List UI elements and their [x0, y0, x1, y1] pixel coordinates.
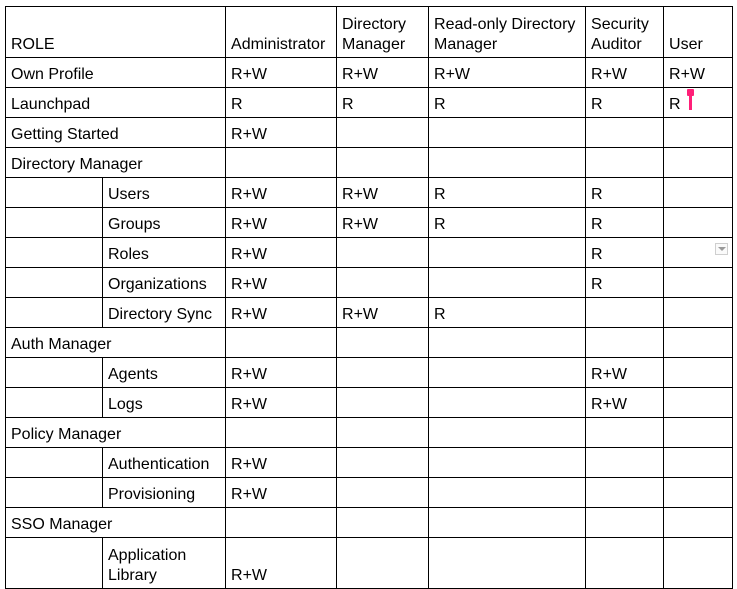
permission-cell[interactable]: R+W [226, 388, 337, 418]
permission-cell[interactable] [664, 148, 733, 178]
permission-cell[interactable]: R [429, 298, 586, 328]
permission-cell[interactable] [664, 388, 733, 418]
permission-cell[interactable] [586, 118, 664, 148]
permission-cell[interactable] [429, 148, 586, 178]
role-cell[interactable]: Directory Manager [6, 148, 226, 178]
permission-cell[interactable]: R+W [226, 358, 337, 388]
indent-cell[interactable] [6, 238, 103, 268]
permission-cell[interactable] [337, 148, 429, 178]
permission-cell[interactable] [586, 328, 664, 358]
permission-cell[interactable]: R+W [429, 58, 586, 88]
permission-cell[interactable]: R [337, 88, 429, 118]
permission-cell[interactable] [226, 148, 337, 178]
permission-cell[interactable] [337, 508, 429, 538]
permission-cell[interactable]: R+W [226, 448, 337, 478]
permission-cell[interactable] [226, 328, 337, 358]
permission-cell[interactable] [586, 148, 664, 178]
table-row [6, 268, 733, 298]
permission-cell[interactable]: R+W [586, 388, 664, 418]
permission-cell[interactable] [337, 448, 429, 478]
subrole-cell[interactable]: Roles [103, 238, 226, 268]
permission-cell[interactable]: R+W [226, 268, 337, 298]
header-directory-manager[interactable]: Directory Manager [337, 7, 429, 58]
permission-cell[interactable]: R [226, 88, 337, 118]
permission-cell[interactable] [664, 448, 733, 478]
permission-cell[interactable] [429, 358, 586, 388]
subrole-cell[interactable]: Logs [103, 388, 226, 418]
permission-cell[interactable]: R+W [226, 208, 337, 238]
permission-cell[interactable] [664, 418, 733, 448]
dropdown-arrow-icon[interactable] [715, 243, 728, 255]
permission-cell[interactable] [664, 298, 733, 328]
permission-cell[interactable] [429, 118, 586, 148]
permission-cell[interactable]: R+W [226, 58, 337, 88]
header-readonly-directory-manager[interactable]: Read-only Directory Manager [429, 7, 586, 58]
indent-cell[interactable] [6, 358, 103, 388]
permission-cell[interactable] [337, 118, 429, 148]
table-row [6, 208, 733, 238]
permission-cell[interactable]: R+W [337, 58, 429, 88]
permission-cell[interactable] [664, 538, 733, 589]
permission-cell[interactable] [429, 448, 586, 478]
permission-cell-active[interactable] [664, 88, 733, 118]
permission-cell[interactable]: R+W [226, 298, 337, 328]
table-row [6, 118, 733, 148]
indent-cell[interactable] [6, 478, 103, 508]
permission-cell[interactable] [664, 208, 733, 238]
table-row [6, 178, 733, 208]
permission-cell[interactable] [337, 538, 429, 589]
permission-cell[interactable] [664, 358, 733, 388]
permission-cell[interactable]: R+W [586, 358, 664, 388]
permission-cell[interactable] [337, 388, 429, 418]
permission-cell[interactable]: R+W [226, 238, 337, 268]
permission-cell[interactable] [664, 328, 733, 358]
role-cell[interactable]: Getting Started [6, 118, 226, 148]
permission-cell[interactable] [337, 328, 429, 358]
permission-cell[interactable] [429, 328, 586, 358]
permission-cell[interactable] [664, 478, 733, 508]
permission-cell[interactable]: R+W [226, 478, 337, 508]
header-role[interactable]: ROLE [6, 7, 226, 58]
table-row [6, 538, 733, 589]
table-row [6, 148, 733, 178]
permission-cell[interactable] [429, 268, 586, 298]
header-row [6, 7, 733, 58]
header-security-auditor[interactable]: Security Auditor [586, 7, 664, 58]
role-cell[interactable]: Policy Manager [6, 418, 226, 448]
permission-cell[interactable] [664, 238, 733, 268]
permission-cell[interactable]: R [586, 238, 664, 268]
indent-cell[interactable] [6, 178, 103, 208]
subrole-cell[interactable]: Application Library [103, 538, 226, 589]
permission-cell[interactable] [586, 478, 664, 508]
permission-cell[interactable] [586, 418, 664, 448]
table-row [6, 508, 733, 538]
permission-cell[interactable] [664, 268, 733, 298]
permission-cell[interactable] [226, 508, 337, 538]
header-user[interactable]: User [664, 7, 733, 58]
table-row [6, 58, 733, 88]
permission-cell[interactable]: R+W [337, 298, 429, 328]
subrole-cell[interactable]: Users [103, 178, 226, 208]
table-row [6, 328, 733, 358]
indent-cell[interactable] [6, 388, 103, 418]
indent-cell[interactable] [6, 298, 103, 328]
role-cell[interactable]: Auth Manager [6, 328, 226, 358]
subrole-cell[interactable]: Authentication [103, 448, 226, 478]
role-cell[interactable]: Launchpad [6, 88, 226, 118]
permission-cell[interactable] [586, 538, 664, 589]
table-row [6, 298, 733, 328]
permission-cell[interactable]: R [429, 178, 586, 208]
table-row [6, 388, 733, 418]
role-cell[interactable]: SSO Manager [6, 508, 226, 538]
table-row [6, 358, 733, 388]
role-cell[interactable]: Own Profile [6, 58, 226, 88]
permission-cell[interactable] [664, 118, 733, 148]
subrole-cell[interactable]: Directory Sync [103, 298, 226, 328]
permission-cell[interactable]: R+W [337, 178, 429, 208]
permission-cell[interactable]: R [586, 268, 664, 298]
permission-cell[interactable] [226, 418, 337, 448]
permission-cell[interactable]: R+W [586, 58, 664, 88]
permission-cell[interactable]: R [429, 208, 586, 238]
permission-value: R [669, 96, 681, 113]
permission-cell[interactable] [337, 238, 429, 268]
subrole-cell[interactable]: Agents [103, 358, 226, 388]
permission-cell[interactable] [586, 448, 664, 478]
permission-cell[interactable]: R+W [226, 178, 337, 208]
indent-cell[interactable] [6, 538, 103, 589]
table-row [6, 88, 733, 118]
table-row [6, 478, 733, 508]
indent-cell[interactable] [6, 448, 103, 478]
table-row [6, 418, 733, 448]
subrole-cell[interactable]: Groups [103, 208, 226, 238]
permission-cell[interactable]: R+W [226, 118, 337, 148]
permission-cell[interactable] [429, 538, 586, 589]
subrole-cell[interactable]: Provisioning [103, 478, 226, 508]
permission-cell[interactable]: R [429, 88, 586, 118]
permission-cell[interactable]: R+W [337, 208, 429, 238]
header-administrator[interactable]: Administrator [226, 7, 337, 58]
permission-cell[interactable] [586, 298, 664, 328]
text-cursor-icon[interactable] [689, 89, 692, 110]
permission-cell[interactable]: R+W [226, 538, 337, 589]
indent-cell[interactable] [6, 208, 103, 238]
subrole-cell[interactable]: Organizations [103, 268, 226, 298]
permission-cell[interactable] [337, 268, 429, 298]
permission-cell[interactable]: R [586, 178, 664, 208]
permission-cell[interactable]: R [586, 208, 664, 238]
indent-cell[interactable] [6, 268, 103, 298]
permission-cell[interactable] [337, 358, 429, 388]
permission-cell[interactable] [586, 508, 664, 538]
permission-cell[interactable] [337, 478, 429, 508]
permission-cell[interactable] [429, 478, 586, 508]
permission-cell[interactable] [337, 418, 429, 448]
permission-cell[interactable] [429, 238, 586, 268]
table-row [6, 238, 733, 268]
permission-cell[interactable] [664, 508, 733, 538]
permission-cell[interactable] [429, 508, 586, 538]
permission-cell[interactable] [664, 178, 733, 208]
role-permissions-table [5, 6, 733, 589]
permission-cell[interactable]: R+W [664, 58, 733, 88]
permission-cell[interactable] [429, 388, 586, 418]
table-row [6, 448, 733, 478]
permission-cell[interactable] [429, 418, 586, 448]
permission-cell[interactable]: R [586, 88, 664, 118]
